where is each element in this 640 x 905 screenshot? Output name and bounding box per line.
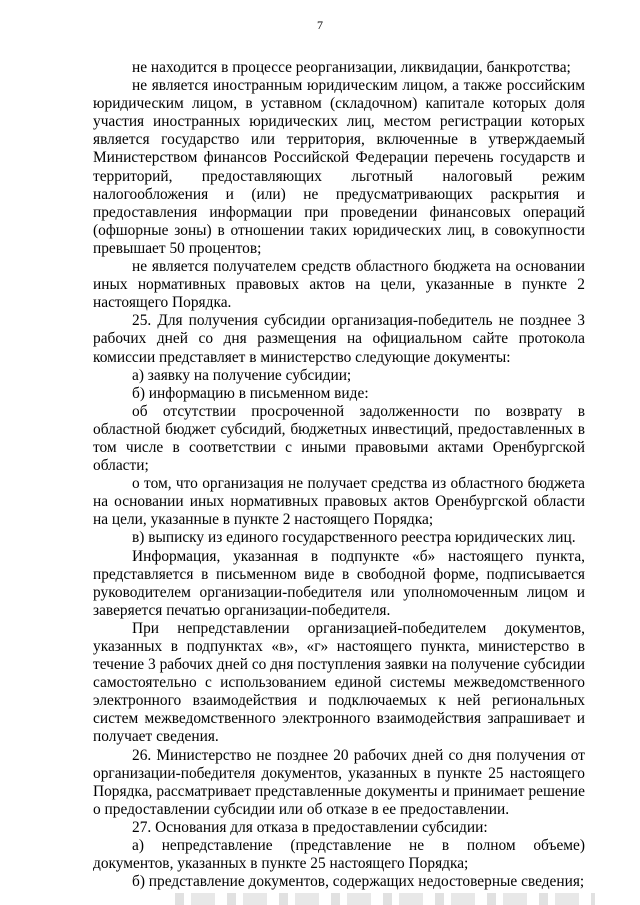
page-number: 7 <box>317 18 323 32</box>
paragraph-item-27-b: б) представление документов, содержащих недостоверные сведения; <box>132 873 585 891</box>
paragraph-item-27: 27. Основания для отказа в предоставлении субсидии: <box>132 818 488 836</box>
paragraph-not-budget-recipient: не является получателем средств областного бюджета на основании иных нормативных правовых актов на цели, указанные в пункте 2 настоящего Порядка. <box>93 258 585 312</box>
paragraph-item-25-a: а) заявку на получение субсидии; <box>132 366 352 384</box>
paragraph-not-foreign-entity: не является иностранным юридическим лицом, а также российским юридическим лицом, в уставном (складочном) капитале которых доля участия иностранных юридических лиц, местом регистрации которых является государство или территория, включенные в утверждаемый Министерством финансов Российской Федерации перечень государств и территорий, предоставляющих льготный налоговый режим налогообложения и (или) не предусматривающих раскрытия и предоставления информации при проведении финансовых операций (офшорные зоны) в отношении таких юридических лиц, в совокупности превышает 50 процентов; <box>93 77 585 257</box>
document-body <box>93 59 585 891</box>
paragraph-item-25-v: в) выписку из единого государственного реестра юридических лиц. <box>132 529 576 547</box>
paragraph-interagency-request: При непредставлении организацией-победителем документов, указанных в подпунктах «в», «г» настоящего пункта, министерство в течение 3 рабочих дней со дня поступления заявки на получение субсидии самостоятельно с использованием единой системы межведомственного электронного взаимодействия и подключаемых к ней региональных систем межведомственного электронного взаимодействия запрашивает и получает сведения. <box>93 619 585 746</box>
paragraph-item-25-b: б) информацию в письменном виде: <box>132 384 369 402</box>
paragraph-no-other-funds: о том, что организация не получает средства из областного бюджета на основании иных нормативных правовых актов Оренбургской области на цели, указанные в пункте 2 настоящего Порядка; <box>93 475 585 529</box>
paragraph-item-25: 25. Для получения субсидии организация-победитель не позднее 3 рабочих дней со дня размещения на официальном сайте протокола комиссии представляет в министерство следующие документы: <box>93 312 585 366</box>
paragraph-not-in-reorganization: не находится в процессе реорганизации, ликвидации, банкротства; <box>132 59 571 76</box>
paragraph-item-26: 26. Министерство не позднее 20 рабочих дней со дня получения от организации-победителя документов, указанных в пункте 25 настоящего Порядка, рассматривает представленные документы и принимает решение о предоставлении субсидии или об отказе в ее предоставлении. <box>93 746 585 818</box>
paragraph-information-form: Информация, указанная в подпункте «б» настоящего пункта, представляется в письменном виде в свободной форме, подписывается руководителем организации-победителя или уполномоченным лицом и заверяется печатью организации-победителя. <box>93 547 585 619</box>
paragraph-item-27-a: а) непредставление (представление не в полном объеме) документов, указанных в пункте 25 настоящего Порядка; <box>93 837 585 873</box>
scan-artifact-bottom <box>175 893 595 905</box>
paragraph-no-overdue-debt: об отсутствии просроченной задолженности по возврату в областной бюджет субсидий, бюджетных инвестиций, предоставленных в том числе в соответствии с иными правовыми актами Оренбургской области; <box>93 402 585 475</box>
